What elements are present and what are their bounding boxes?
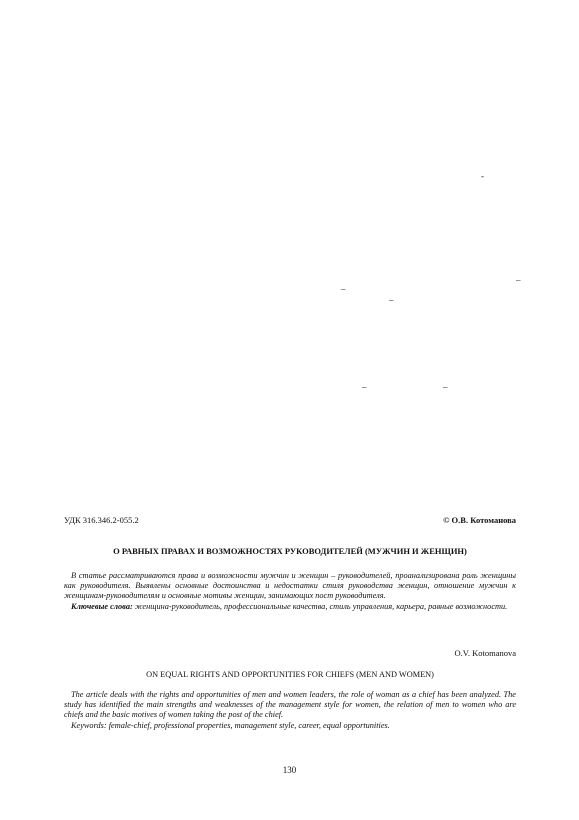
abstract-en-text: The article deals with the rights and opportunities of men and women leaders, the role of woman as a chief has been analyzed. The study has identified the main strengths and weaknesses of the management style for women, the relation of men to women who are chiefs and the basic motives of women taking the post of the chief. [64,690,516,720]
author-en: O.V. Kotomanova [454,648,516,658]
author-copyright: © О.В. Котоманова [443,515,516,525]
article-title-en: ON EQUAL RIGHTS AND OPPORTUNITIES FOR CHIEFS (MEN AND WOMEN) [146,670,434,679]
stray-dash: – [389,295,394,305]
stray-dash: - [481,171,484,181]
keywords-ru [64,602,516,612]
stray-dash: – [443,382,448,392]
keywords-ru-text: женщина-руководитель, профессиональные качества, стиль управления, карьера, равные возможности. [132,601,508,611]
keywords-ru-label: Ключевые слова: [71,601,133,611]
article-title-ru: О РАВНЫХ ПРАВАХ И ВОЗМОЖНОСТЯХ РУКОВОДИТЕЛЕЙ (МУЖЧИН И ЖЕНЩИН) [113,546,467,556]
stray-dash: – [341,284,346,294]
abstract-ru-text: В статье рассматриваются права и возможности мужчин и женщин – руководителей, проанализирована роль женщины как руководителя. Выявлены основные достоинства и недостатки стиля руководства женщин, отношение мужчин к женщинам-руководителям и основные мотивы женщин, занимающих пост руководителя. [64,571,516,601]
abstract-en [64,690,516,731]
page-number: 130 [282,765,297,775]
stray-dash: – [516,275,521,285]
abstract-ru [64,571,516,612]
stray-dash: – [362,382,367,392]
header-line [64,515,516,526]
udk-code: УДК 316.346.2-055.2 [64,515,139,525]
keywords-en: Keywords: female-chief, professional properties, management style, career, equal opportunities. [71,720,390,730]
